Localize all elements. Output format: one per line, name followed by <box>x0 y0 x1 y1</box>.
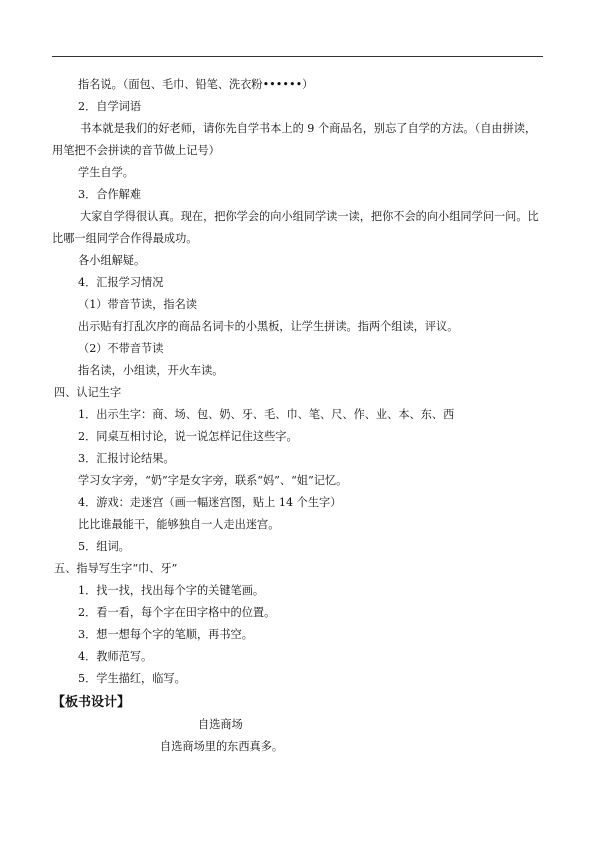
sub-step: （2）不带音节读 <box>78 342 164 355</box>
text-line: 2．看一看，每个字在田字格中的位置。 <box>78 606 276 619</box>
section-heading: 四、认记生字 <box>54 386 122 399</box>
text-line: 1．出示生字：商、场、包、奶、牙、毛、巾、笔、尺、作、业、本、东、西 <box>78 408 455 421</box>
text-line: 指名读，小组读，开火车读。 <box>78 364 224 377</box>
text-line: 5．学生描红，临写。 <box>78 672 186 685</box>
board-design-heading: 【板书设计】 <box>52 695 131 710</box>
text-line: 4．游戏：走迷宫（画一幅迷宫图，贴上 14 个生字） <box>78 496 342 509</box>
step-heading: 3．合作解难 <box>78 188 142 201</box>
board-title: 自选商场 <box>198 718 243 731</box>
text-line: 1．找一找，找出每个字的关键笔画。 <box>78 584 265 597</box>
step-heading: 2．自学词语 <box>78 100 142 113</box>
text-line: 4．教师范写。 <box>78 650 153 663</box>
paragraph: 大家自学得很认真。现在，把你学会的向小组同学读一读，把你不会的向小组同学问一问。比比哪一组同学合作得最成功。 <box>52 210 539 245</box>
text-line: 指名说。（面包、毛巾、铅笔、洗衣粉••••••） <box>78 78 314 91</box>
step-heading: 4．汇报学习情况 <box>78 276 164 289</box>
header-rule <box>52 56 543 57</box>
document-body <box>52 74 544 758</box>
sub-step: （1）带音节读，指名读 <box>78 298 197 311</box>
text-line: 比比谁最能干，能够独自一人走出迷宫。 <box>78 518 280 531</box>
text-line: 学生自学。 <box>78 166 134 179</box>
text-line: 3．想一想每个字的笔顺，再书空。 <box>78 628 253 641</box>
text-line: 学习女字旁，“奶”字是女字旁，联系“妈”、“姐”记忆。 <box>78 474 348 487</box>
section-heading: 五、指导写生字“巾、牙” <box>54 562 178 575</box>
paragraph: 书本就是我们的好老师，请你先自学书本上的 9 个商品名，别忘了自学的方法。（自由拼读，用笔把不会拼读的音节做上记号） <box>52 122 537 157</box>
text-line: 5．组词。 <box>78 540 130 553</box>
text-line: 3．汇报讨论结果。 <box>78 452 175 465</box>
board-sentence: 自选商场里的东西真多。 <box>160 740 284 753</box>
text-line: 各小组解疑。 <box>78 254 146 267</box>
text-line: 2．同桌互相讨论，说一说怎样记住这些字。 <box>78 430 298 443</box>
text-line: 出示贴有打乱次序的商品名词卡的小黑板，让学生拼读。指两个组读，评议。 <box>78 320 459 333</box>
